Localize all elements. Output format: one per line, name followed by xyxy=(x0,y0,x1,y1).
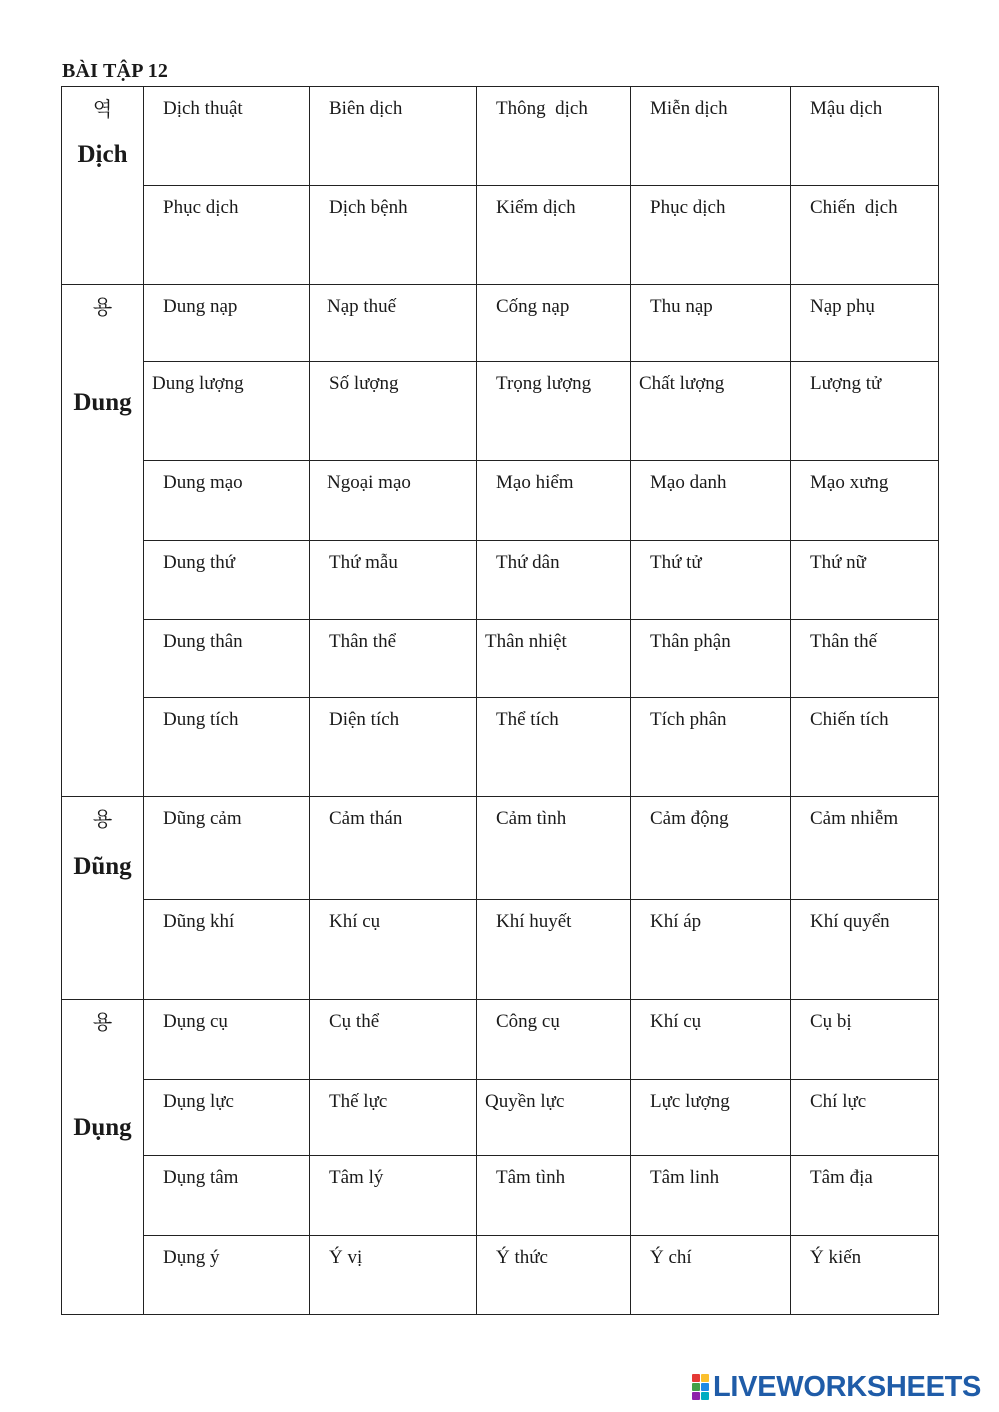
word-cell: Ý thức xyxy=(477,1236,631,1315)
word-cell: Tâm lý xyxy=(310,1156,477,1236)
word-cell: Lượng tử xyxy=(791,362,939,461)
word-cell: Ý chí xyxy=(631,1236,791,1315)
logo-block xyxy=(701,1383,709,1391)
word-cell: Dung thân xyxy=(144,620,310,698)
word-cell: Phục dịch xyxy=(631,186,791,285)
word-cell: Cảm nhiễm xyxy=(791,797,939,900)
word-cell: Lực lượng xyxy=(631,1080,791,1156)
word-cell: Dũng khí xyxy=(144,900,310,1000)
table-row xyxy=(62,698,939,797)
word-cell: Diện tích xyxy=(310,698,477,797)
group-label-cell xyxy=(62,1000,144,1315)
word-cell: Biên dịch xyxy=(310,87,477,186)
table-row xyxy=(62,362,939,461)
word-cell: Chiến tích xyxy=(791,698,939,797)
word-cell: Dung nạp xyxy=(144,285,310,362)
table-row xyxy=(62,461,939,541)
group-label-cell xyxy=(62,285,144,797)
word-cell: Trọng lượng xyxy=(477,362,631,461)
word-cell: Dung mạo xyxy=(144,461,310,541)
sino-vietnamese-word: Dịch xyxy=(77,141,128,168)
logo-block xyxy=(701,1374,709,1382)
group-label-cell xyxy=(62,797,144,1000)
table-row xyxy=(62,900,939,1000)
word-cell: Khí huyết xyxy=(477,900,631,1000)
word-cell: Ý vị xyxy=(310,1236,477,1315)
table-row xyxy=(62,87,939,186)
brand-name: LIVEWORKSHEETS xyxy=(713,1370,982,1403)
word-cell: Dụng cụ xyxy=(144,1000,310,1080)
logo-block xyxy=(692,1374,700,1382)
table-row xyxy=(62,797,939,900)
table-row xyxy=(62,541,939,620)
table-row xyxy=(62,186,939,285)
word-cell: Khí áp xyxy=(631,900,791,1000)
word-cell: Thân thế xyxy=(791,620,939,698)
table-row xyxy=(62,620,939,698)
word-cell: Tâm địa xyxy=(791,1156,939,1236)
word-cell: Cảm thán xyxy=(310,797,477,900)
word-cell: Mạo danh xyxy=(631,461,791,541)
word-cell: Dung thứ xyxy=(144,541,310,620)
word-cell: Thể tích xyxy=(477,698,631,797)
exercise-title: BÀI TẬP 12 xyxy=(62,60,169,82)
hangul-syllable: 용 xyxy=(92,295,113,319)
word-cell: Nạp thuế xyxy=(310,285,477,362)
word-cell: Dịch thuật xyxy=(144,87,310,186)
word-cell: Mậu dịch xyxy=(791,87,939,186)
liveworksheets-logo xyxy=(692,1372,981,1402)
word-cell: Thế lực xyxy=(310,1080,477,1156)
table-row xyxy=(62,285,939,362)
hangul-syllable: 용 xyxy=(92,1010,113,1034)
word-cell: Thứ tử xyxy=(631,541,791,620)
word-cell: Dụng lực xyxy=(144,1080,310,1156)
word-cell: Cảm tình xyxy=(477,797,631,900)
word-cell: Thân thể xyxy=(310,620,477,698)
word-cell: Thứ dân xyxy=(477,541,631,620)
word-cell: Tâm tình xyxy=(477,1156,631,1236)
table-row xyxy=(62,1236,939,1315)
word-cell: Cảm động xyxy=(631,797,791,900)
hangul-syllable: 역 xyxy=(92,97,113,121)
word-cell: Phục dịch xyxy=(144,186,310,285)
table-row xyxy=(62,1156,939,1236)
sino-vietnamese-word: Dũng xyxy=(73,853,132,880)
word-cell: Chất lượng xyxy=(631,362,791,461)
word-cell: Chiến dịch xyxy=(791,186,939,285)
word-cell: Thu nạp xyxy=(631,285,791,362)
logo-blocks-icon xyxy=(692,1374,709,1400)
word-cell: Thông dịch xyxy=(477,87,631,186)
word-cell: Tâm linh xyxy=(631,1156,791,1236)
word-cell: Dụng ý xyxy=(144,1236,310,1315)
word-cell: Ngoại mạo xyxy=(310,461,477,541)
logo-block xyxy=(692,1392,700,1400)
word-cell: Công cụ xyxy=(477,1000,631,1080)
word-cell: Mạo xưng xyxy=(791,461,939,541)
word-cell: Cống nạp xyxy=(477,285,631,362)
sino-vietnamese-word: Dụng xyxy=(73,1114,132,1141)
word-cell: Dũng cảm xyxy=(144,797,310,900)
word-cell: Chí lực xyxy=(791,1080,939,1156)
word-cell: Khí cụ xyxy=(631,1000,791,1080)
word-cell: Khí quyển xyxy=(791,900,939,1000)
word-cell: Ý kiến xyxy=(791,1236,939,1315)
word-cell: Thứ mẫu xyxy=(310,541,477,620)
table-row xyxy=(62,1000,939,1080)
word-cell: Khí cụ xyxy=(310,900,477,1000)
word-cell: Mạo hiểm xyxy=(477,461,631,541)
word-cell: Cụ thể xyxy=(310,1000,477,1080)
logo-block xyxy=(701,1392,709,1400)
logo-block xyxy=(692,1383,700,1391)
word-cell: Kiểm dịch xyxy=(477,186,631,285)
word-cell: Dung lượng xyxy=(144,362,310,461)
word-cell: Thân phận xyxy=(631,620,791,698)
word-cell: Thứ nữ xyxy=(791,541,939,620)
table-row xyxy=(62,1080,939,1156)
word-cell: Nạp phụ xyxy=(791,285,939,362)
hangul-syllable: 용 xyxy=(92,807,113,831)
group-label-cell xyxy=(62,87,144,285)
word-cell: Dung tích xyxy=(144,698,310,797)
word-cell: Dụng tâm xyxy=(144,1156,310,1236)
word-cell: Quyền lực xyxy=(477,1080,631,1156)
vocabulary-table xyxy=(61,86,939,1315)
word-cell: Miễn dịch xyxy=(631,87,791,186)
word-cell: Thân nhiệt xyxy=(477,620,631,698)
word-cell: Cụ bị xyxy=(791,1000,939,1080)
word-cell: Dịch bệnh xyxy=(310,186,477,285)
word-cell: Số lượng xyxy=(310,362,477,461)
word-cell: Tích phân xyxy=(631,698,791,797)
sino-vietnamese-word: Dung xyxy=(73,389,132,416)
